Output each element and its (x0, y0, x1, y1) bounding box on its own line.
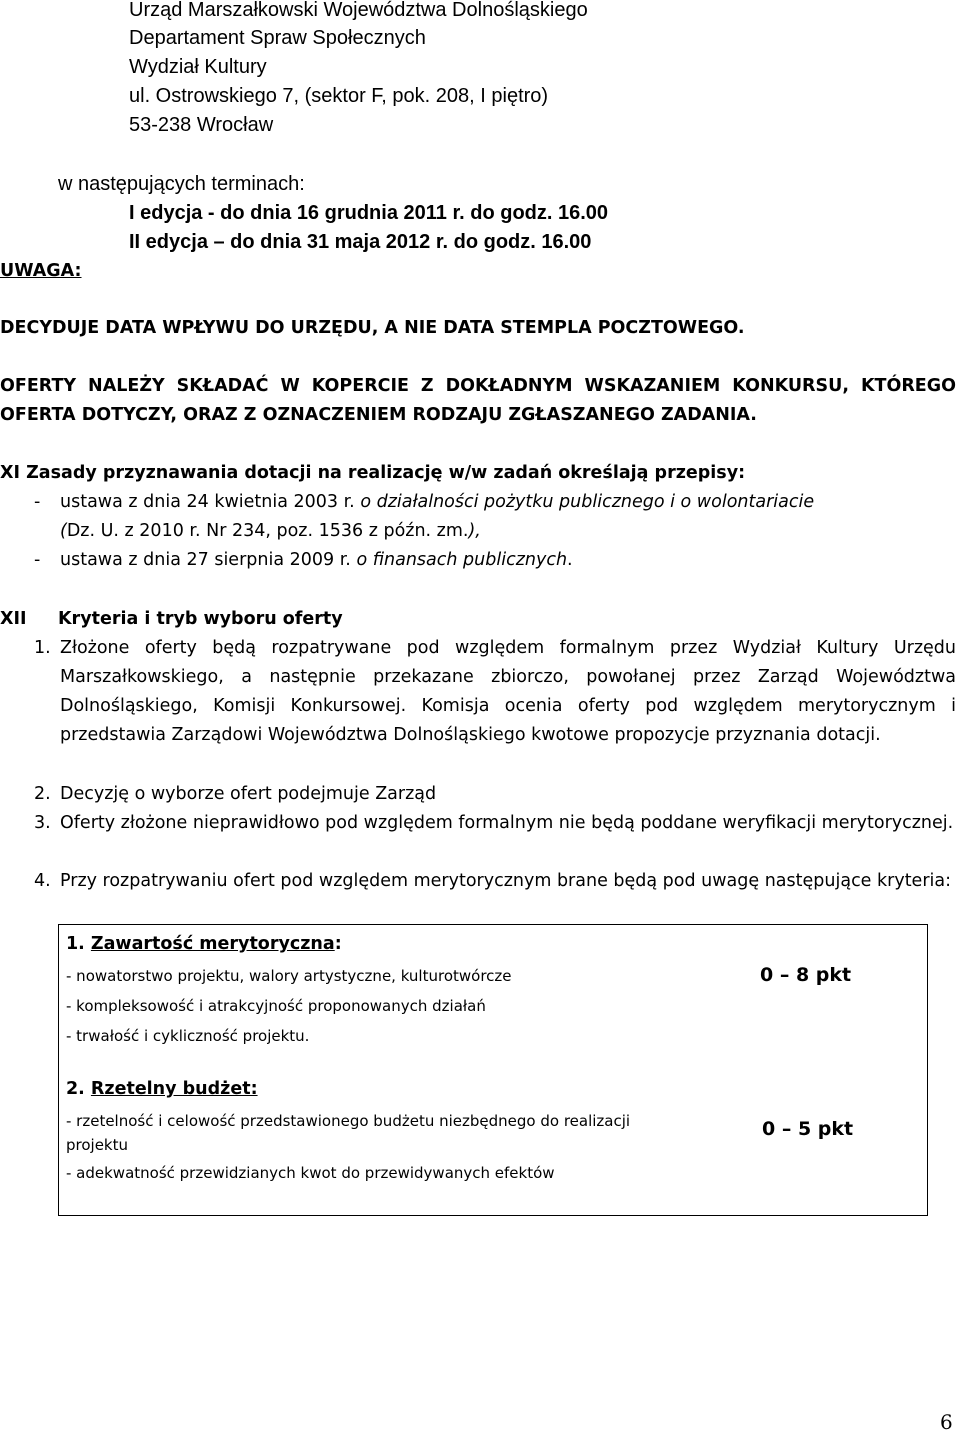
deadline-edition-2: II edycja – do dnia 31 maja 2012 r. do godz. 16.00 (129, 231, 592, 253)
notice-label: UWAGA: (0, 261, 82, 281)
deadline-edition-1: I edycja - do dnia 16 grudnia 2011 r. do godz. 16.00 (129, 202, 609, 224)
criterion-1-title: 1. Zawartość merytoryczna: (66, 934, 342, 954)
criterion-1-points: 0 – 8 pkt (760, 964, 852, 986)
envelope-line-2: OFERTA DOTYCZY, ORAZ Z OZNACZENIEM RODZAJU ZGŁASZANEGO ZADANIA. (0, 405, 757, 425)
criterion-1-item: - kompleksowość i atrakcyjność proponowanych działań (66, 997, 486, 1015)
criterion-2-item: - rzetelność i celowość przedstawionego budżetu niezbędnego do realizacji (66, 1112, 631, 1130)
item-number: 4. (34, 871, 51, 891)
item-number: 1. (34, 638, 51, 658)
page-number: 6 (940, 1410, 953, 1434)
criterion-2-title: 2. Rzetelny budżet: (66, 1079, 258, 1099)
item-number: 2. (34, 784, 51, 804)
criterion-2-points: 0 – 5 pkt (762, 1118, 854, 1140)
address-line-5: 53-238 Wrocław (129, 114, 274, 136)
notice-text: DECYDUJE DATA WPŁYWU DO URZĘDU, A NIE DATA STEMPLA POCZTOWEGO. (0, 318, 745, 338)
address-line-3: Wydział Kultury (129, 56, 267, 78)
section-11-heading: XI Zasady przyznawania dotacji na realizację w/w zadań określają przepisy: (0, 463, 746, 483)
list-dash: - (34, 492, 41, 512)
item-text: Oferty złożone nieprawidłowo pod względem formalnym nie będą poddane weryfikacji merytorycznej. (60, 813, 954, 833)
address-line-4: ul. Ostrowskiego 7, (sektor F, pok. 208, I piętro) (129, 85, 549, 107)
law-item-1: ustawa z dnia 24 kwietnia 2003 r. o działalności pożytku publicznego i o wolontariacie (60, 492, 815, 512)
law-item-2: ustawa z dnia 27 sierpnia 2009 r. o finansach publicznych. (60, 550, 573, 570)
section-12-number: XII (0, 609, 27, 629)
list-dash: - (34, 550, 41, 570)
criterion-2-item: projektu (66, 1136, 129, 1154)
criterion-1-item: - trwałość i cykliczność projektu. (66, 1027, 310, 1045)
law-item-1-reference: (Dz. U. z 2010 r. Nr 234, poz. 1536 z późn. zm.), (60, 521, 481, 541)
address-line-2: Departament Spraw Społecznych (129, 27, 426, 49)
address-line-1: Urząd Marszałkowski Województwa Dolnośląskiego (129, 0, 588, 21)
item-text: Przy rozpatrywaniu ofert pod względem merytorycznym brane będą pod uwagę następujące kryteria: (60, 871, 952, 891)
criterion-1-item: - nowatorstwo projektu, walory artystyczne, kulturotwórcze (66, 967, 512, 985)
envelope-line-1: OFERTY NALEŻY SKŁADAĆ W KOPERCIE Z DOKŁADNYM WSKAZANIEM KONKURSU, KTÓREGO (0, 376, 956, 396)
deadlines-intro: w następujących terminach: (58, 173, 305, 195)
section-12-heading: Kryteria i tryb wyboru oferty (58, 609, 343, 629)
item-text: Złożone oferty będą rozpatrywane pod względem formalnym przez Wydział Kultury Urzędu Marszałkowskiego, a następnie przekazane zbiorczo, powołanej przez Zarząd Województwa Dolnośląskiego, Komisji Konkursowej. Komisja ocenia oferty pod względem merytorycznym i przedstawia Zarządowi Województwa Dolnośląskiego kwotowe propozycje przyznania dotacji. (60, 638, 956, 745)
criterion-2-item: - adekwatność przewidzianych kwot do przewidywanych efektów (66, 1164, 555, 1182)
item-number: 3. (34, 813, 51, 833)
item-text: Decyzję o wyborze ofert podejmuje Zarząd (60, 784, 437, 804)
